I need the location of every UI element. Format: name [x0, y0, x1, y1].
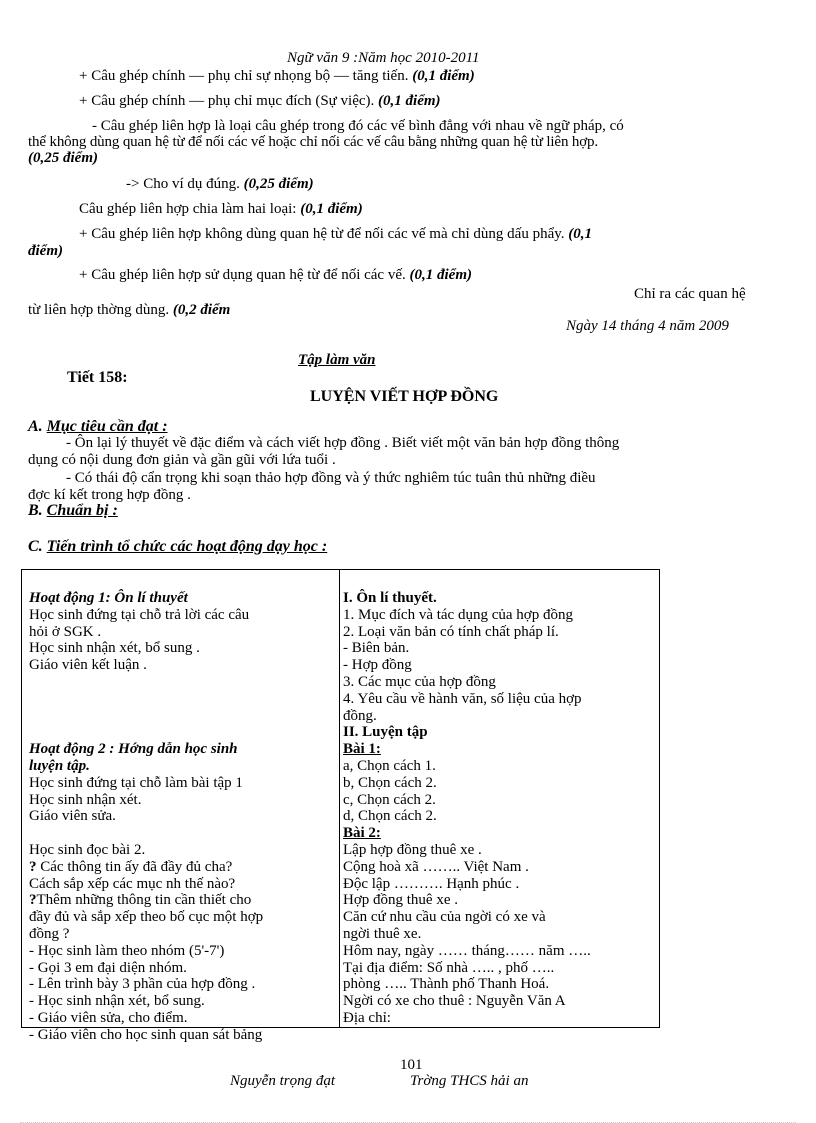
section-a-line-2: dụng có nội dung đơn giản và gần gũi với lứa tuổi .	[28, 452, 336, 468]
section-a-line-4: đợc kí kết trong hợp đồng .	[28, 487, 191, 503]
left-line-10	[29, 742, 238, 757]
top-line-3: - Câu ghép liên hợp là loại câu ghép trong đó các vế bình đẳng với nhau về ngữ pháp, có	[92, 118, 624, 134]
left-line-text: Giáo viên kết luận .	[29, 657, 147, 674]
right-line-3	[343, 625, 559, 640]
right-line-text: Hôm nay, ngày …… tháng…… năm …..	[343, 942, 591, 959]
right-line-5	[343, 658, 412, 673]
teacher-student-activities-cell	[22, 570, 340, 1043]
left-line-text: đầy đủ và sắp xếp theo bố cục một hợp	[29, 909, 264, 926]
top-line-5: (0,25 điểm)	[28, 150, 98, 166]
left-line-2	[29, 608, 249, 623]
right-line-25	[343, 994, 566, 1009]
right-line-22	[343, 944, 591, 959]
right-line-6	[343, 675, 496, 690]
left-line-5	[29, 658, 147, 673]
left-line-text: Học sinh đứng tại chỗ làm bài tập 1	[29, 774, 243, 791]
left-line-text: luyện tập.	[29, 758, 90, 774]
left-line-text: - Giáo viên sửa, cho điểm.	[29, 1010, 188, 1026]
section-c-heading: C. Tiến trình tổ chức các hoạt động dạy học :	[28, 538, 328, 555]
top-line-2: + Câu ghép chính — phụ chỉ mục đích (Sự việc). (0,1 điểm)	[79, 93, 441, 109]
left-line-18	[29, 877, 235, 892]
right-line-text: Bài 1:	[343, 741, 381, 758]
right-line-19	[343, 893, 458, 908]
top-line-11: Chỉ ra các quan hệ	[634, 286, 746, 302]
right-line-8	[343, 709, 377, 724]
right-line-text: 3. Các mục của hợp đồng	[343, 674, 496, 690]
right-line-text: a, Chọn cách 1.	[343, 758, 436, 774]
right-line-text: Căn cứ nhu cầu của ngời có xe và	[343, 909, 546, 926]
footer-author: Nguyễn trọng đạt	[230, 1073, 335, 1089]
right-line-7	[343, 692, 582, 707]
left-line-13	[29, 793, 141, 808]
left-line-26	[29, 1011, 188, 1026]
top-line-4: thể không dùng quan hệ từ để nối các vế hoặc chỉ nối các vế câu bằng những quan hệ từ liên hợp.	[28, 134, 598, 150]
left-line-21	[29, 927, 69, 942]
right-line-text: Độc lập ………. Hạnh phúc .	[343, 875, 520, 892]
lesson-date: Ngày 14 tháng 4 năm 2009	[566, 318, 729, 334]
right-line-text: II. Luyện tập	[343, 724, 428, 741]
right-line-14	[343, 809, 437, 824]
right-line-text: Bài 2:	[343, 825, 381, 842]
right-line-text: Tại địa điểm: Số nhà ….. , phố …..	[343, 959, 555, 976]
lesson-number: Tiết 158:	[67, 369, 128, 386]
left-line-11	[29, 759, 90, 774]
right-line-17	[343, 860, 529, 875]
top-line-8: + Câu ghép liên hợp không dùng quan hệ từ để nối các vế mà chỉ dùng dấu phẩy. (0,1	[79, 226, 593, 242]
right-line-text: d, Chọn cách 2.	[343, 808, 437, 825]
top-line-12: từ liên hợp thờng dùng. (0,2 điểm	[28, 302, 231, 318]
left-line-23	[29, 961, 187, 976]
right-line-text: ngời thuê xe.	[343, 926, 422, 942]
left-line-1	[29, 591, 188, 606]
right-line-18	[343, 877, 519, 892]
top-line-6: -> Cho ví dụ đúng. (0,25 điểm)	[126, 176, 314, 192]
subject-heading: Tập làm văn	[298, 352, 376, 368]
right-line-text: c, Chọn cách 2.	[343, 791, 436, 808]
right-line-4	[343, 641, 409, 656]
left-line-text: Giáo viên sửa.	[29, 808, 116, 825]
section-a-line-3: - Có thái độ cẩn trọng khi soạn thảo hợp đồng và ý thức nghiêm túc tuân thủ những điều	[66, 470, 596, 486]
right-line-20	[343, 910, 546, 925]
right-line-text: - Hợp đồng	[343, 657, 412, 674]
left-line-text: Học sinh đọc bài 2.	[29, 842, 146, 858]
right-line-text: I. Ôn lí thuyết.	[343, 590, 437, 606]
right-line-text: đồng.	[343, 707, 377, 724]
left-line-25	[29, 994, 205, 1009]
right-line-text: 1. Mục đích và tác dụng của hợp đồng	[343, 606, 573, 623]
left-line-text: Học sinh nhận xét, bổ sung .	[29, 640, 200, 657]
footer-school: Trờng THCS hải an	[410, 1073, 529, 1089]
right-line-13	[343, 793, 436, 808]
lesson-activity-table	[21, 569, 660, 1043]
right-line-23	[343, 961, 554, 976]
question-mark: ?	[29, 892, 37, 909]
left-line-24	[29, 977, 255, 992]
left-line-text: Cách sắp xếp các mục nh thế nào?	[29, 875, 236, 892]
left-line-20	[29, 910, 263, 925]
lesson-title: LUYỆN VIẾT HỢP ĐỒNG	[310, 388, 499, 405]
right-line-26	[343, 1011, 391, 1026]
left-line-text: Học sinh nhận xét.	[29, 791, 142, 808]
lesson-content-cell	[340, 570, 660, 1028]
left-line-text: - Học sinh làm theo nhóm (5'-7')	[29, 942, 225, 959]
left-line-17	[29, 860, 232, 875]
left-line-text: Thêm những thông tin cần thiết cho	[36, 892, 252, 909]
left-line-text: Hoạt động 2 : Hớng dẫn học sinh	[29, 741, 238, 758]
left-line-12	[29, 776, 243, 791]
right-line-text: phòng ….. Thành phố Thanh Hoá.	[343, 976, 550, 993]
page-number: 101	[400, 1057, 423, 1073]
right-line-9	[343, 725, 428, 740]
right-line-text: 2. Loại văn bản có tính chất pháp lí.	[343, 623, 559, 640]
left-line-text: - Gọi 3 em đại diện nhóm.	[29, 959, 187, 976]
left-line-19	[29, 893, 251, 908]
right-line-text: Hợp đồng thuê xe .	[343, 892, 458, 909]
right-line-15	[343, 826, 381, 841]
left-line-27	[29, 1028, 262, 1043]
left-line-14	[29, 809, 116, 824]
left-line-text: đồng ?	[29, 926, 70, 942]
left-line-text: - Lên trình bày 3 phần của hợp đồng .	[29, 976, 256, 993]
left-line-text: hỏi ở SGK .	[29, 623, 102, 640]
right-line-11	[343, 759, 436, 774]
right-line-text: 4. Yêu cầu về hành văn, số liệu của hợp	[343, 690, 582, 707]
page-header-title: Ngữ văn 9 :Năm học 2010-2011	[287, 50, 480, 66]
right-line-16	[343, 843, 482, 858]
right-line-text: Cộng hoà xã …….. Việt Nam .	[343, 858, 529, 875]
section-a-line-1: - Ôn lại lý thuyết về đặc điểm và cách viết hợp đồng . Biết viết một văn bản hợp đồng thông	[66, 435, 620, 451]
right-line-21	[343, 927, 421, 942]
left-line-4	[29, 641, 200, 656]
left-line-text: - Giáo viên cho học sinh quan sát bảng	[29, 1026, 263, 1043]
left-line-3	[29, 625, 101, 640]
question-mark: ?	[29, 858, 41, 875]
right-line-24	[343, 977, 549, 992]
top-line-10: + Câu ghép liên hợp sử dụng quan hệ từ để nối các vế. (0,1 điểm)	[79, 267, 472, 283]
right-line-2	[343, 608, 573, 623]
top-line-9: điểm)	[28, 243, 63, 259]
right-line-text: Địa chỉ:	[343, 1010, 391, 1026]
left-line-text: Các thông tin ấy đã đầy đủ cha?	[40, 858, 233, 875]
right-line-text: b, Chọn cách 2.	[343, 774, 437, 791]
right-line-12	[343, 776, 437, 791]
right-line-text: - Biên bản.	[343, 640, 410, 657]
top-line-7: Câu ghép liên hợp chia làm hai loại: (0,1 điểm)	[79, 201, 363, 217]
left-line-text: Học sinh đứng tại chỗ trả lời các câu	[29, 606, 250, 623]
right-line-1	[343, 591, 437, 606]
top-line-1: + Câu ghép chính — phụ chỉ sự nhọng bộ — tăng tiến. (0,1 điểm)	[79, 68, 475, 84]
left-line-16	[29, 843, 145, 858]
right-line-text: Ngời có xe cho thuê : Nguyễn Văn A	[343, 993, 566, 1010]
left-line-22	[29, 944, 224, 959]
right-line-text: Lập hợp đồng thuê xe .	[343, 842, 482, 858]
right-line-10	[343, 742, 381, 757]
left-line-text: Hoạt động 1: Ôn lí thuyết	[29, 590, 188, 606]
section-b-heading: B. Chuẩn bị :	[28, 502, 118, 519]
left-line-text: - Học sinh nhận xét, bổ sung.	[29, 993, 205, 1010]
section-a-heading: A. Mục tiêu cần đạt :	[28, 418, 168, 435]
